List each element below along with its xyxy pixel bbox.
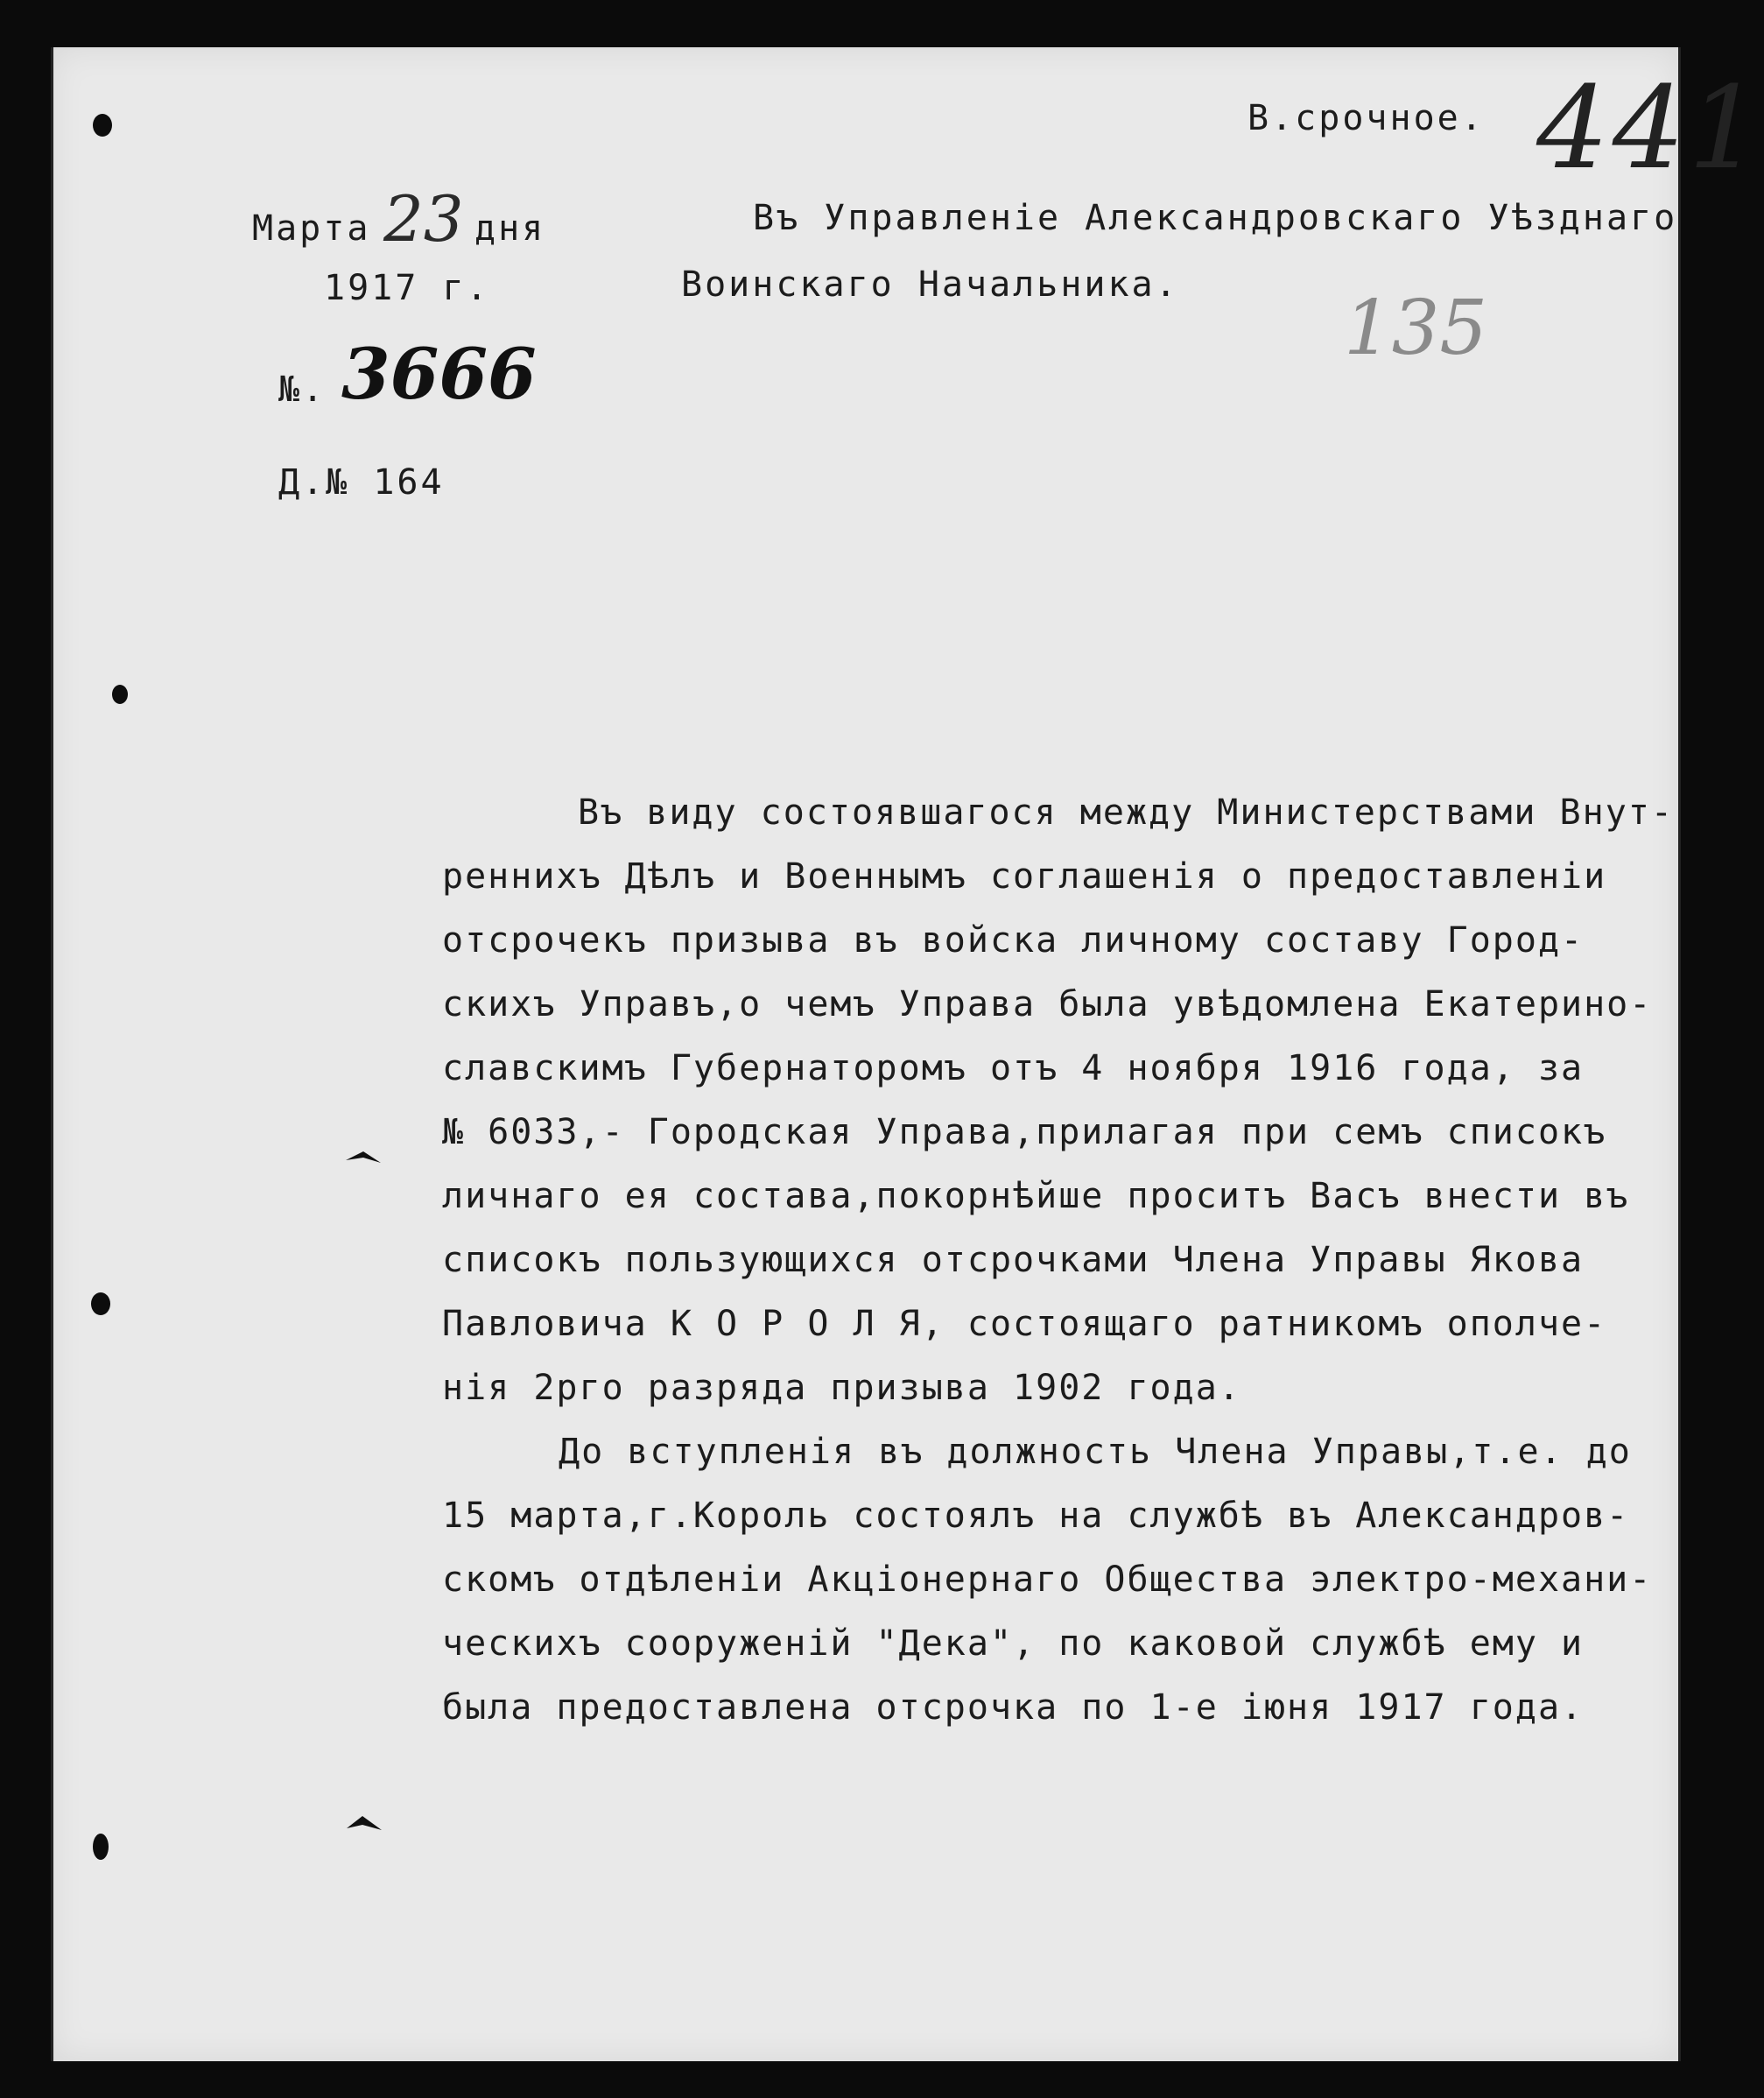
sheet-number: 135: [1344, 285, 1488, 372]
outgoing-number: 3666: [341, 333, 537, 415]
body-line: славскимъ Губернаторомъ отъ 4 ноября 1916 года, за: [442, 1048, 1585, 1088]
body-line: скомъ отдѣленіи Акціонернаго Общества электро-механи-: [442, 1559, 1653, 1600]
day-handwritten: 23: [383, 182, 464, 256]
addressee-line-2: Воинскаго Начальника.: [681, 264, 1179, 305]
urgency-label: В.срочное.: [1247, 98, 1485, 138]
month-label: Марта: [252, 208, 371, 249]
body-line: личнаго ея состава,покорнѣйше проситъ Васъ внести въ: [442, 1176, 1630, 1216]
binder-hole: [93, 114, 112, 137]
body-line: До вступленія въ должность Члена Управы,т.е. до: [559, 1432, 1632, 1472]
binder-hole: [91, 1292, 110, 1315]
body-line: скихъ Управъ,о чемъ Управа была увѣдомлена Екатерино-: [442, 984, 1653, 1024]
body-line: ческихъ сооруженій "Дека", по каковой службѣ ему и: [442, 1623, 1585, 1664]
body-line: отсрочекъ призыва въ войска личному составу Город-: [442, 920, 1585, 961]
binder-hole: [93, 1834, 109, 1860]
body-line: Павловича К О Р О Л Я, состоящаго ратникомъ ополче-: [442, 1304, 1607, 1344]
body-line: была предоставлена отсрочка по 1-е іюня 1917 года.: [442, 1687, 1585, 1728]
archive-number: 441: [1536, 61, 1764, 194]
punch-mark: [343, 1804, 385, 1839]
page-left-edge: [51, 47, 53, 2061]
year: 1917 г.: [324, 268, 490, 308]
day-label: дня: [474, 208, 546, 249]
body-line: реннихъ Дѣлъ и Военнымъ соглашенія о предоставленіи: [442, 856, 1607, 897]
addressee-line-1: Въ Управленіе Александровскаго Уѣзднаго: [753, 198, 1678, 238]
body-line: нія 2рго разряда призыва 1902 года.: [442, 1368, 1241, 1408]
punch-mark: [341, 1138, 385, 1173]
number-label: №.: [278, 370, 327, 410]
body-line: № 6033,- Городская Управа,прилагая при семъ списокъ: [442, 1112, 1607, 1152]
case-number: Д.№ 164: [278, 462, 445, 503]
body-line: Въ виду состоявшагося между Министерствами Внут-: [578, 792, 1674, 833]
page-right-edge: [1678, 47, 1681, 2061]
binder-hole: [112, 685, 128, 704]
body-line: 15 марта,г.Король состоялъ на службѣ въ Александров-: [442, 1496, 1630, 1536]
body-line: списокъ пользующихся отсрочками Члена Управы Якова: [442, 1240, 1585, 1280]
